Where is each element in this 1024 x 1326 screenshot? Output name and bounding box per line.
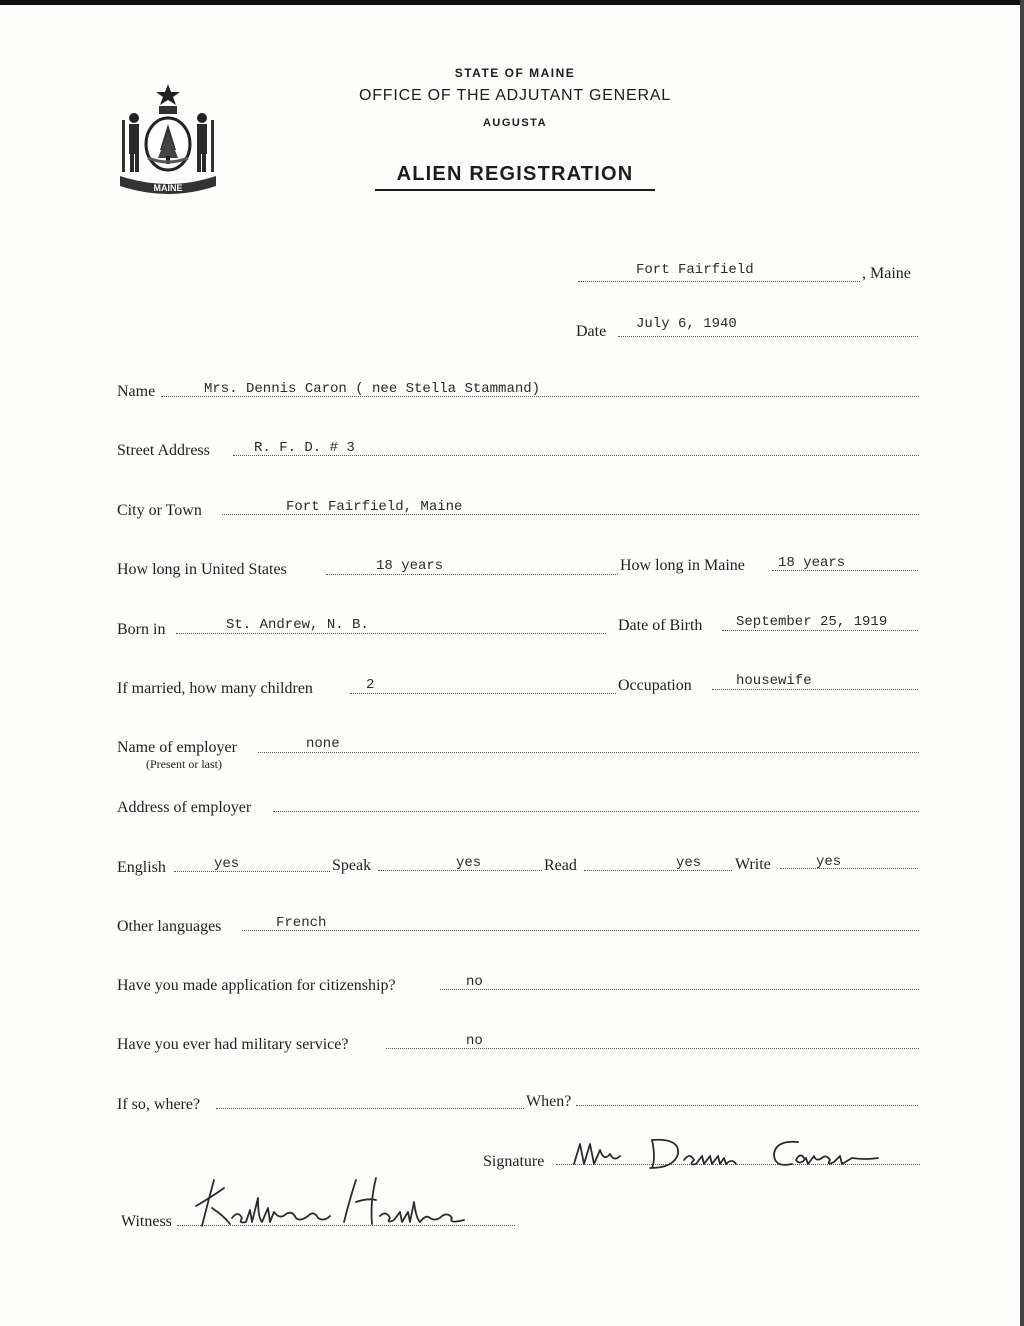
born-in-label: Born in <box>117 621 166 638</box>
place-value: Fort Fairfield <box>636 262 754 278</box>
place-suffix: , Maine <box>862 265 911 282</box>
page-border-top <box>0 0 1024 5</box>
employer-address-line <box>273 811 919 812</box>
born-in-value: St. Andrew, N. B. <box>226 617 369 633</box>
children-line <box>350 693 616 694</box>
occupation-label: Occupation <box>618 677 692 694</box>
date-of-birth-value: September 25, 1919 <box>736 614 888 630</box>
write-label: Write <box>735 856 771 873</box>
english-value: yes <box>214 856 240 872</box>
employer-name-sublabel: (Present or last) <box>146 757 222 771</box>
occupation-line <box>712 689 918 690</box>
how-long-maine-label: How long in Maine <box>620 557 745 574</box>
military-service-value: no <box>466 1033 483 1049</box>
read-value: yes <box>676 855 702 871</box>
read-label: Read <box>544 857 577 874</box>
employer-address-label: Address of employer <box>117 799 252 816</box>
city-value: Fort Fairfield, Maine <box>286 499 463 515</box>
military-where-label: If so, where? <box>117 1096 201 1113</box>
military-where-line <box>216 1108 524 1109</box>
date-value: July 6, 1940 <box>636 316 737 332</box>
name-value: Mrs. Dennis Caron ( nee Stella Stammand) <box>204 381 541 397</box>
military-service-label: Have you ever had military service? <box>117 1036 349 1053</box>
other-languages-value: French <box>276 915 327 931</box>
citizenship-line <box>440 989 919 990</box>
date-label: Date <box>576 323 607 340</box>
street-address-label: Street Address <box>117 442 210 459</box>
street-address-value: R. F. D. # 3 <box>254 440 355 456</box>
witness-handwriting <box>180 1168 480 1234</box>
occupation-value: housewife <box>736 673 812 689</box>
citizenship-value: no <box>466 974 483 990</box>
children-label: If married, how many children <box>117 680 313 697</box>
state-heading: STATE OF MAINE <box>454 66 576 80</box>
date-line <box>618 336 918 337</box>
employer-name-line <box>258 752 919 753</box>
military-when-label: When? <box>526 1093 572 1110</box>
speak-label: Speak <box>332 857 372 874</box>
how-long-us-label: How long in United States <box>117 561 287 578</box>
how-long-us-value: 18 years <box>376 558 444 574</box>
office-heading: OFFICE OF THE ADJUTANT GENERAL <box>358 87 672 104</box>
witness-label: Witness <box>121 1213 172 1230</box>
write-value: yes <box>816 854 842 870</box>
seal-banner-text: MAINE <box>153 183 183 193</box>
how-long-us-line <box>326 574 618 575</box>
military-when-line <box>576 1105 918 1106</box>
signature-handwriting <box>560 1128 890 1176</box>
children-value: 2 <box>366 677 375 693</box>
speak-value: yes <box>456 855 482 871</box>
signature-label: Signature <box>483 1153 545 1170</box>
employer-name-label: Name of employer <box>117 739 237 756</box>
page-border-right <box>1020 0 1024 1326</box>
how-long-maine-value: 18 years <box>778 555 846 571</box>
form-title: ALIEN REGISTRATION <box>375 163 655 191</box>
date-of-birth-label: Date of Birth <box>618 617 703 634</box>
write-line <box>780 868 918 869</box>
city-heading: AUGUSTA <box>482 117 548 129</box>
english-line <box>174 871 330 872</box>
place-line <box>578 281 860 282</box>
other-languages-line <box>242 930 919 931</box>
read-line <box>584 870 732 871</box>
born-in-line <box>176 633 606 634</box>
name-label: Name <box>117 383 156 400</box>
city-label: City or Town <box>117 502 202 519</box>
other-languages-label: Other languages <box>117 918 222 935</box>
employer-name-value: none <box>306 736 340 752</box>
date-of-birth-line <box>722 630 918 631</box>
english-label: English <box>117 859 166 876</box>
citizenship-label: Have you made application for citizenship? <box>117 977 396 994</box>
